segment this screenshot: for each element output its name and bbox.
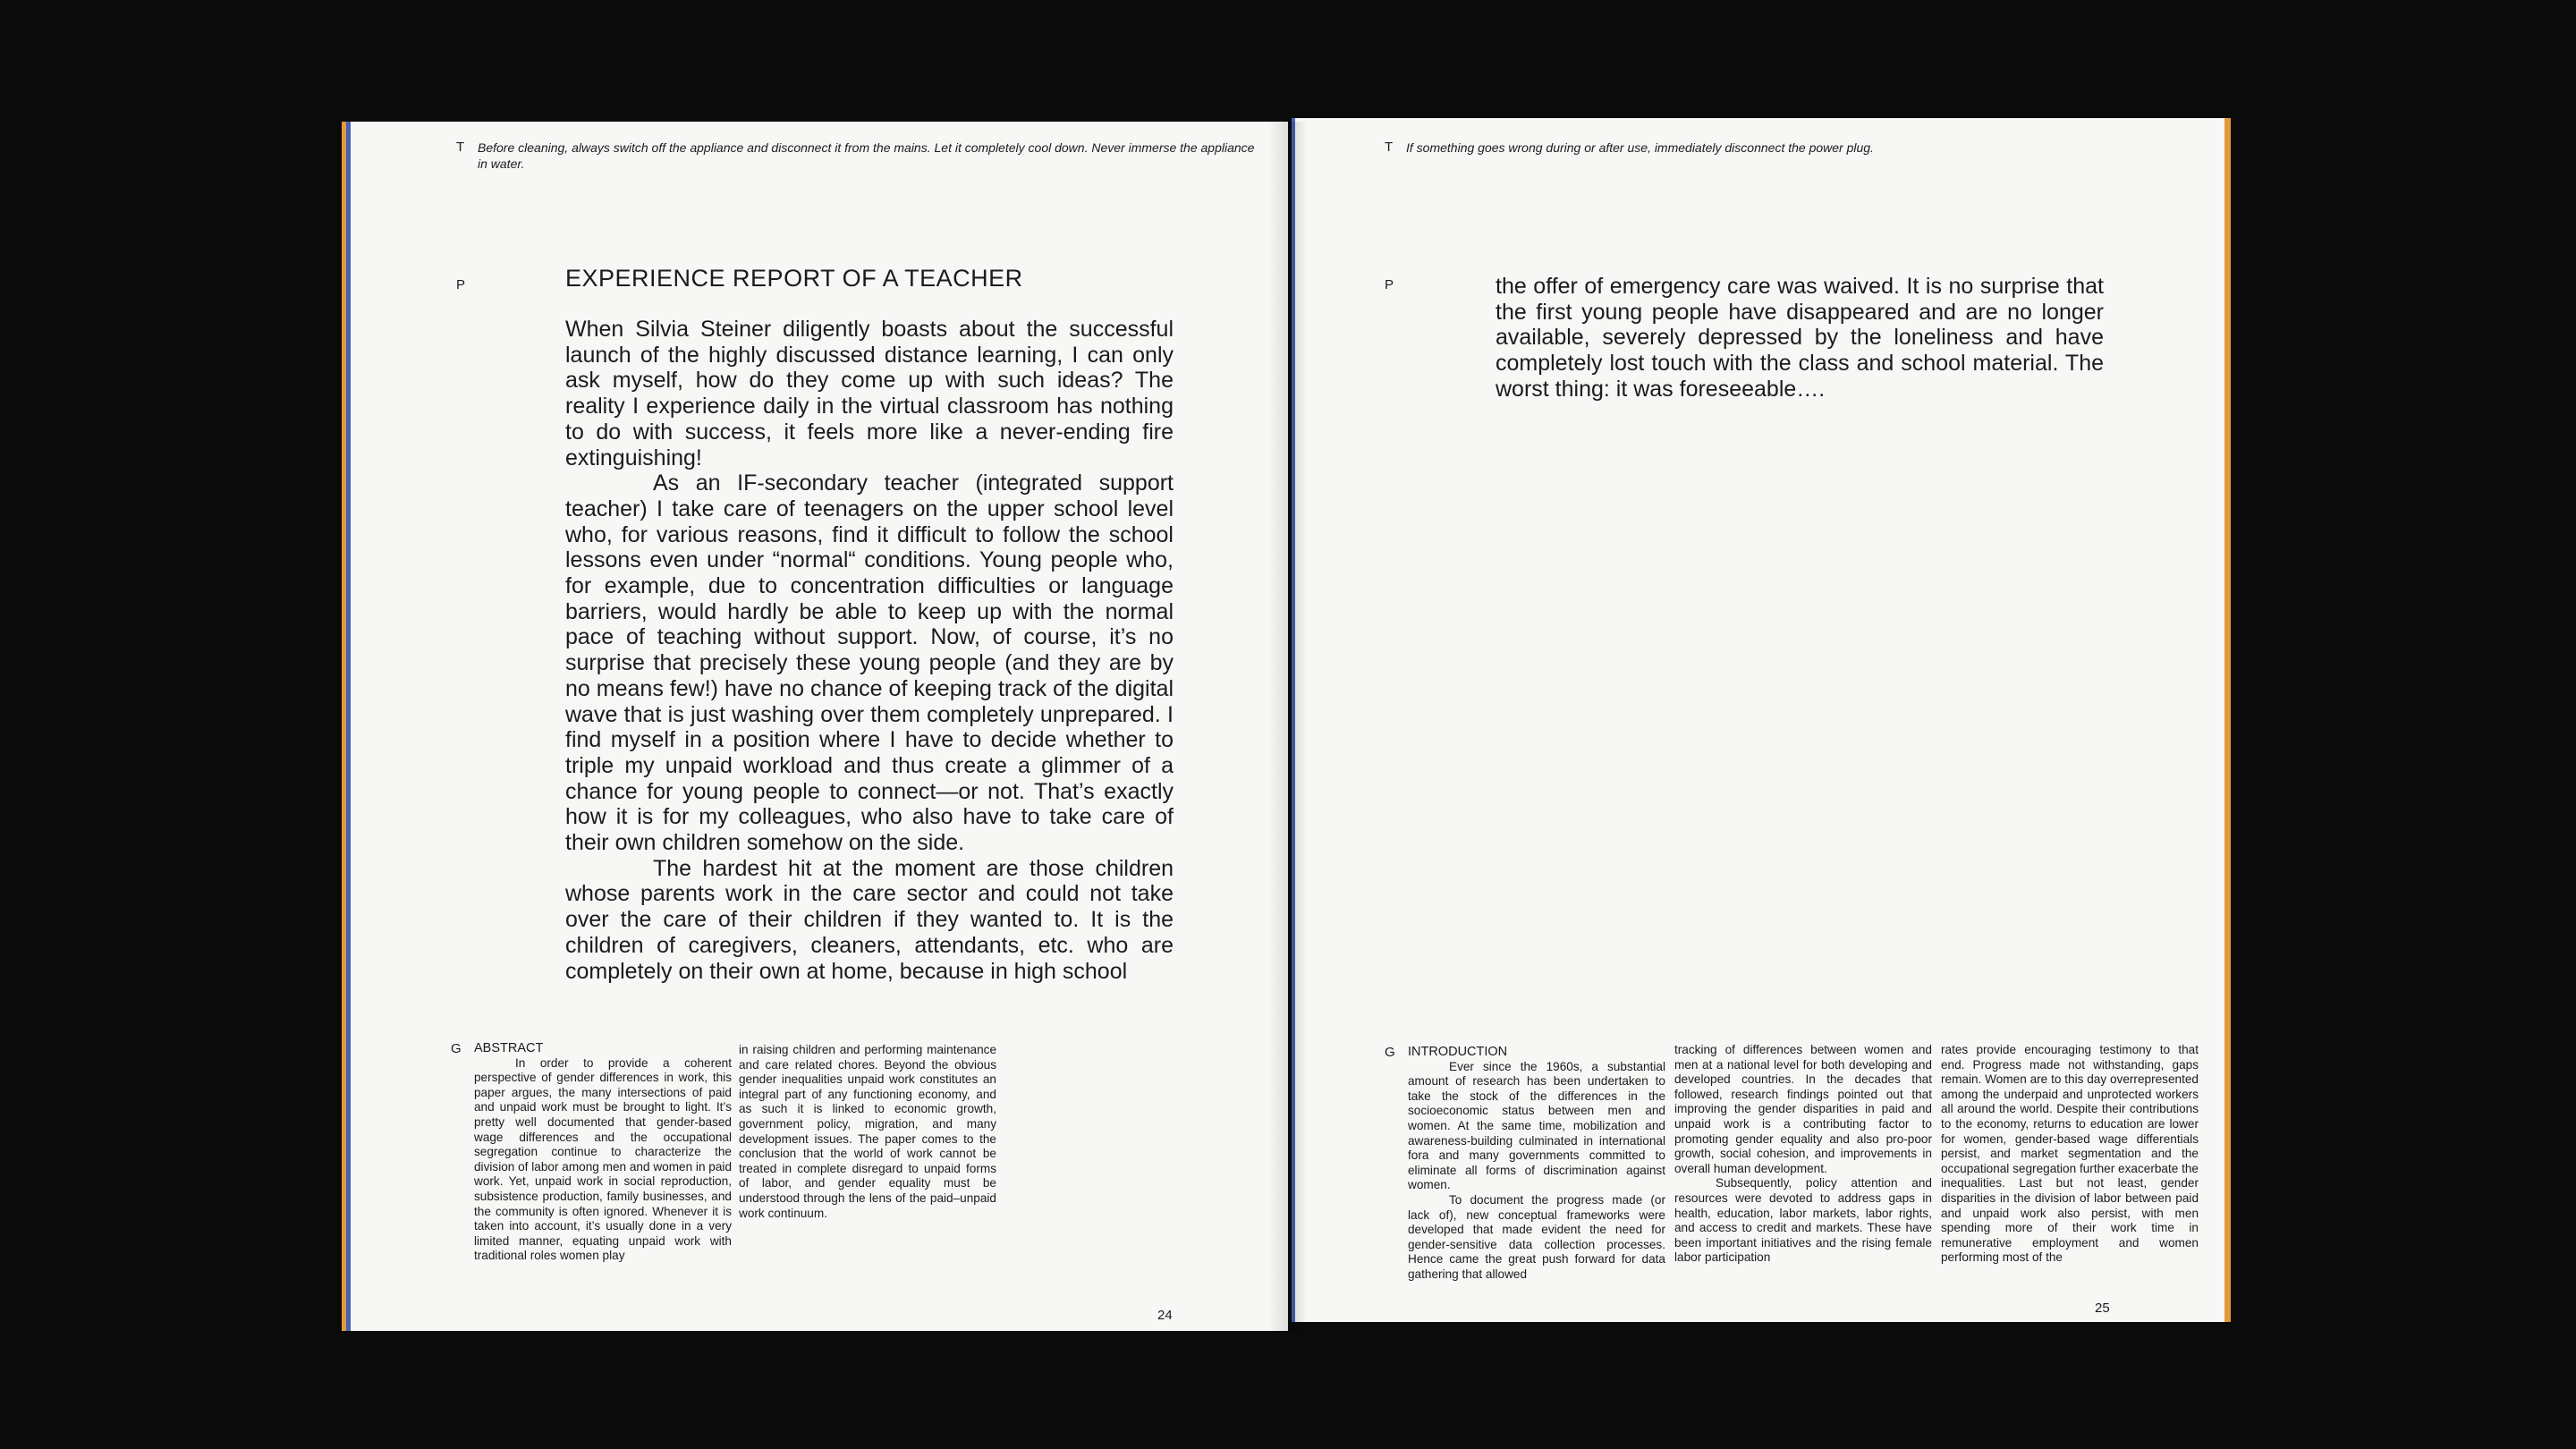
page-number: 24: [1157, 1308, 1173, 1323]
abstract-text: in raising children and performing maintenance and care related chores. Beyond the obvious gender inequalities unpaid work constitutes an integral part of any functioning economy, and as such it is linked to economic growth, government policy, migration, and many development issues. The paper comes to the conclusion that the world of work cannot be treated in complete disregard to unpaid forms of labor, and gender equality must be understood through the lens of the paid–unpaid work continuum.: [739, 1043, 996, 1220]
page-number: 25: [2095, 1301, 2110, 1316]
report-paragraph: the offer of emergency care was waived. It is no surprise that the first young people have disappeared and are no longer available, severely depressed by the loneliness and have completely lost touch with the class and school material. The worst thing: it was foreseeable….: [1496, 274, 2104, 402]
report-paragraph: When Silvia Steiner diligently boasts about the successful launch of the highly discussed distance learning, I can only ask myself, how do they come up with such ideas? The reality I experience daily in the virtual classroom has nothing to do with success, it feels more like a never-ending fire extinguishing!: [565, 317, 1174, 470]
report-paragraph: As an IF-secondary teacher (integrated support teacher) I take care of teenagers on the upper school level who, for various reasons, find it difficult to follow the school lessons even under “normal“ conditions. Young people who, for example, due to concentration difficulties or language barriers, would hardly be able to keep up with the normal pace of teaching without support. Now, of course, it’s no surprise that precisely these young people (and they are by no means few!) have no chance of keeping track of the digital wave that is just washing over them completely unprepared. I find myself in a position where I have to decide whether to triple my unpaid workload and thus create a glimmer of a chance for young people to connect—or not. That’s exactly how it is for my colleagues, who also have to take care of their own children somehow on the side.: [565, 470, 1174, 856]
intro-text: To document the progress made (or lack of), new conceptual frameworks were developed that made evident the need for gender-sensitive data collection processes. Hence came the great push forward for data gathering that allowed: [1408, 1192, 1665, 1281]
report-body: [565, 317, 1174, 984]
report-body-continued: [1496, 274, 2104, 402]
abstract-column-2: [739, 1043, 996, 1221]
intro-text: rates provide encouraging testimony to that end. Progress made not withstanding, gaps remain. Women are to this day overrepresented among the underpaid and unprotected workers all around the world. Despite their contributions to the economy, returns to education are lower for women, gender-based wage differentials persist, and market segmentation and the occupational segregation further exacerbate the inequalities. Last but not least, gender disparities in the division of labor between paid and unpaid work also persist, with men spending more of their work time in remunerative employment and women performing most of the: [1941, 1043, 2199, 1265]
abstract-marker: G: [451, 1041, 462, 1056]
top-note: If something goes wrong during or after use, immediately disconnect the power plug.: [1406, 140, 1874, 155]
abstract-text: In order to provide a coherent perspective of gender differences in work, this paper argues, the many intersections of paid and unpaid work must be brought to light. It’s pretty well documented that gender-based wage differences and the occupational segregation continue to characterize the division of labor among men and women in paid work. Yet, unpaid work in social reproduction, subsistence production, family businesses, and the community is often ignored. Whenever it is taken into account, it’s usually done in a very limited manner, equating unpaid work with traditional roles women play: [474, 1055, 732, 1263]
section-marker: P: [1385, 277, 1394, 292]
top-note-marker: T: [1385, 140, 1394, 155]
show-through: [1496, 386, 2104, 771]
top-note-marker: T: [456, 140, 465, 155]
page-edge-blue: [346, 122, 351, 1331]
section-marker: P: [456, 277, 466, 292]
left-page: [342, 122, 1288, 1331]
page-edge-orange: [2224, 118, 2231, 1322]
intro-text: Ever since the 1960s, a substantial amount of research has been undertaken to take the stock of the differences in the socioeconomic status between men and women. At the same time, mobilization and awareness-building culminated in international fora and many governments committed to eliminate all forms of discrimination against women.: [1408, 1059, 1665, 1192]
intro-marker: G: [1385, 1045, 1395, 1060]
page-heading: EXPERIENCE REPORT OF A TEACHER: [565, 265, 1023, 292]
intro-heading: INTRODUCTION: [1408, 1045, 1508, 1059]
book-gutter: [1268, 122, 1308, 1331]
intro-text: tracking of differences between women and men at a national level for both developing and developed countries. In the decades that followed, research findings pointed out that improving the gender disparities in paid and unpaid work is a contributing factor to promoting gender equality and also pro-poor growth, social cohesion, and improvements in overall human development.: [1674, 1043, 1932, 1175]
intro-column-2: [1674, 1043, 1932, 1266]
top-note: Before cleaning, always switch off the appliance and disconnect it from the mains. Let it completely cool down. Never immerse the appliance in water.: [478, 140, 1255, 171]
intro-column-1: [1408, 1045, 1665, 1283]
abstract-heading: ABSTRACT: [474, 1041, 544, 1055]
intro-text: Subsequently, policy attention and resources were devoted to address gaps in health, education, labor markets, labor rights, and access to credit and markets. These have been important initiatives and the rising female labor participation: [1674, 1176, 1932, 1265]
report-paragraph: The hardest hit at the moment are those children whose parents work in the care sector and could not take over the care of their children if they wanted to. It is the children of caregivers, cleaners, attendants, etc. who are completely on their own at home, because in high school: [565, 855, 1174, 984]
right-page: [1292, 118, 2231, 1322]
intro-column-3: [1941, 1043, 2199, 1266]
abstract-column-1: [474, 1041, 732, 1264]
